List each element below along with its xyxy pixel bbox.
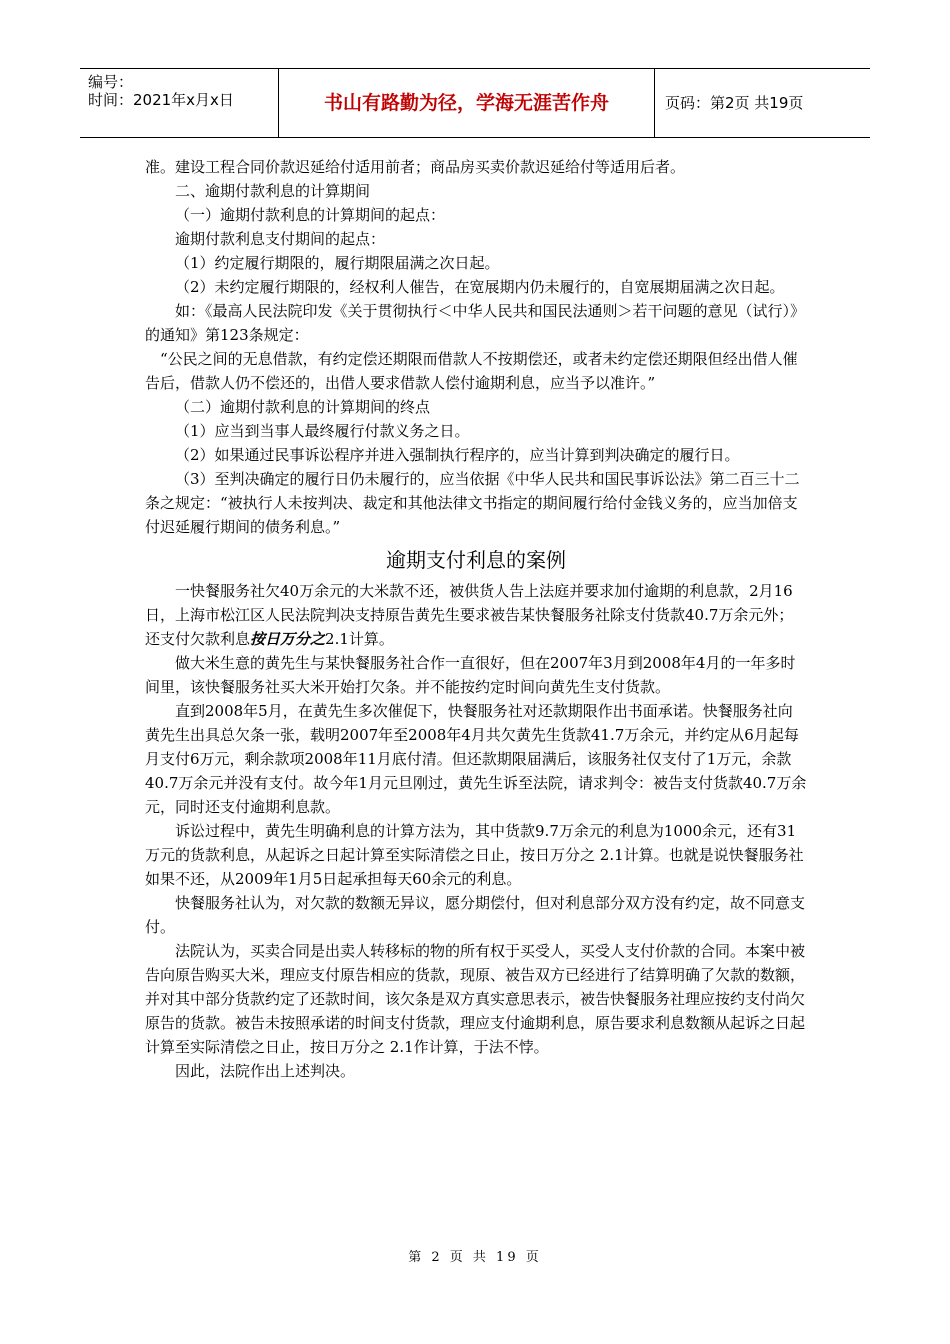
header-motto-cell [279, 69, 655, 137]
paragraph: 逾期付款利息支付期间的起点： [175, 230, 386, 248]
case-paragraph: 法院认为，买卖合同是出卖人转移标的物的所有权于买受人，买受人支付价款的合同。本案中被告向原告购买大米，理应支付原告相应的货款，现原、被告双方已经进行了结算明确了欠款的数额，并对其中部分货款约定了还款时间，该欠条是双方真实意思表示，被告快餐服务社理应按约支付尚欠原告的货款。被告未按照承诺的时间支付货款，理应支付逾期利息，原告要求利息数额从起诉之日起计算至实际清偿之日止，按日万分之 2.1作计算，于法不悖。 [145, 942, 806, 1056]
case-paragraph: 诉讼过程中，黄先生明确利息的计算方法为，其中货款9.7万余元的利息为1000余元，还有31万元的货款利息，从起诉之日起计算至实际清偿之日止，按日万分之 2.1计算。也就是说快餐服务社如果不还，从2009年1月5日起承担每天60余元的利息。 [145, 822, 804, 888]
section-heading: 二、逾期付款利息的计算期间 [175, 182, 371, 200]
list-item: （3）至判决确定的履行日仍未履行的，应当依据《中华人民共和国民事诉讼法》第二百三十二条之规定：“被执行人未按判决、裁定和其他法律文书指定的期间履行给付金钱义务的，应当加倍支付迟延履行期间的债务利息。” [145, 470, 800, 536]
quotation: “公民之间的无息借款，有约定偿还期限而借款人不按期偿还，或者未约定偿还期限但经出借人催告后，借款人仍不偿还的，出借人要求借款人偿付逾期利息，应当予以准许。” [145, 350, 798, 392]
handwritten-phrase: 按日万分之 [250, 630, 326, 648]
list-item: （1）应当到当事人最终履行付款义务之日。 [175, 422, 470, 440]
paragraph-continued: 准。建设工程合同价款迟延给付适用前者；商品房买卖价款迟延给付等适用后者。 [145, 158, 686, 176]
case-paragraph-text: 一快餐服务社欠40万余元的大米款不还，被供货人告上法庭并要求加付逾期的利息款，2月16日，上海市松江区人民法院判决支持原告黄先生要求被告某快餐服务社除支付货款40.7万余元外；还支付欠款利息 [145, 582, 794, 648]
document-header [80, 68, 870, 138]
header-page-cell [655, 69, 870, 137]
header-meta-cell [80, 69, 279, 137]
header-page-number: 页码：第2页 共19页 [665, 94, 804, 112]
case-paragraph: 因此，法院作出上述判决。 [175, 1062, 356, 1080]
case-paragraph: 做大米生意的黄先生与某快餐服务社合作一直很好，但在2007年3月到2008年4月的一年多时间里，该快餐服务社买大米开始打欠条。并不能按约定时间向黄先生支付货款。 [145, 654, 796, 696]
document-date-label: 时间：2021年x月x日 [88, 91, 234, 109]
list-item: （2）如果通过民事诉讼程序并进入强制执行程序的，应当计算到判决确定的履行日。 [175, 446, 740, 464]
subsection-heading-end: （二）逾期付款利息的计算期间的终点 [175, 398, 431, 416]
paragraph: 如：《最高人民法院印发《关于贯彻执行＜中华人民共和国民法通则＞若干问题的意见（试行）》的通知》第123条规定： [145, 302, 806, 344]
case-paragraph: 快餐服务社认为，对欠款的数额无异议，愿分期偿付，但对利息部分双方没有约定，故不同意支付。 [145, 894, 806, 936]
list-item: （1）约定履行期限的，履行期限届满之次日起。 [175, 254, 500, 272]
page-footer: 第 2 页 共 19 页 [408, 1250, 542, 1265]
list-item: （2）未约定履行期限的，经权利人催告，在宽展期内仍未履行的，自宽展期届满之次日起。 [175, 278, 785, 296]
document-number-label: 编号： [88, 73, 134, 91]
case-paragraph [145, 579, 807, 651]
case-paragraph: 直到2008年5月，在黄先生多次催促下，快餐服务社对还款期限作出书面承诺。快餐服务社向黄先生出具总欠条一张，载明2007年至2008年4月共欠黄先生货款41.7万余元，并约定从6月起每月支付6万元，剩余款项2008年11月底付清。但还款期限届满后，该服务社仅支付了1万元，余款40.7万余元并没有支付。故今年1月元旦刚过，黄先生诉至法院，请求判令：被告支付货款40.7万余元，同时还支付逾期利息款。 [145, 702, 807, 816]
subsection-heading-start: （一）逾期付款利息的计算期间的起点： [175, 206, 446, 224]
case-paragraph-text: 2.1计算。 [325, 630, 394, 648]
document-body [145, 155, 807, 1083]
case-title: 逾期支付利息的案例 [386, 548, 566, 572]
header-motto: 书山有路勤为径，学海无涯苦作舟 [323, 92, 609, 114]
